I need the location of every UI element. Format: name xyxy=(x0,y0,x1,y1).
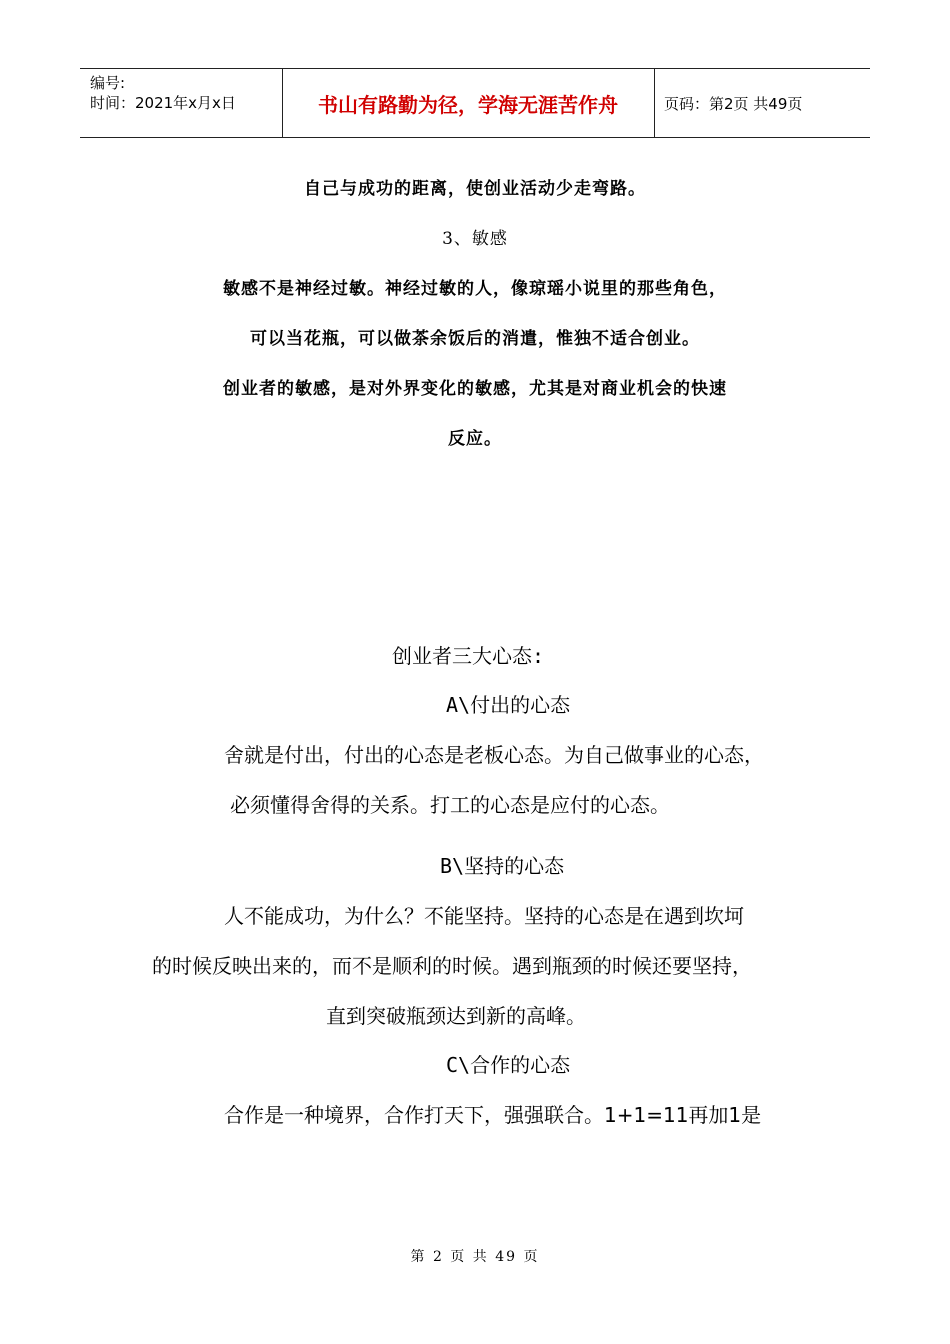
body-line: 合作是一种境界，合作打天下，强强联合。1+1=11再加1是 xyxy=(224,1103,762,1127)
body-line: 的时候反映出来的，而不是顺利的时候。遇到瓶颈的时候还要坚持， xyxy=(152,954,752,978)
body-line: 舍就是付出，付出的心态是老板心态。为自己做事业的心态， xyxy=(224,743,764,767)
text-line: 创业者的敏感，是对外界变化的敏感，尤其是对商业机会的快速 xyxy=(223,379,727,399)
page-footer: 第 2 页 共 49 页 xyxy=(410,1249,540,1265)
section-heading: B\坚持的心态 xyxy=(440,854,565,878)
header-meta xyxy=(90,73,236,113)
text-line: 可以当花瓶，可以做茶余饭后的消遣，惟独不适合创业。 xyxy=(250,329,700,349)
section-subtitle: 3、敏感 xyxy=(442,229,508,249)
code-label: 编号: xyxy=(90,74,126,92)
body-line: 必须懂得舍得的关系。打工的心态是应付的心态。 xyxy=(230,793,670,817)
date-line: 时间：2021年x月x日 xyxy=(90,94,236,112)
text-line: 反应。 xyxy=(448,429,502,449)
header-page-info: 页码：第2页 共49页 xyxy=(664,94,803,113)
header-divider xyxy=(654,69,655,137)
header-table xyxy=(80,68,870,138)
text-line: 敏感不是神经过敏。神经过敏的人，像琼瑶小说里的那些角色， xyxy=(223,279,727,299)
main-title: 创业者三大心态: xyxy=(392,644,545,668)
section-heading: C\合作的心态 xyxy=(446,1053,571,1077)
body-line: 人不能成功，为什么？不能坚持。坚持的心态是在遇到坎坷 xyxy=(224,904,744,928)
body-line: 直到突破瓶颈达到新的高峰。 xyxy=(326,1004,586,1028)
section-heading: A\付出的心态 xyxy=(446,693,571,717)
header-motto: 书山有路勤为径，学海无涯苦作舟 xyxy=(318,92,618,117)
text-line: 自己与成功的距离，使创业活动少走弯路。 xyxy=(304,179,646,199)
